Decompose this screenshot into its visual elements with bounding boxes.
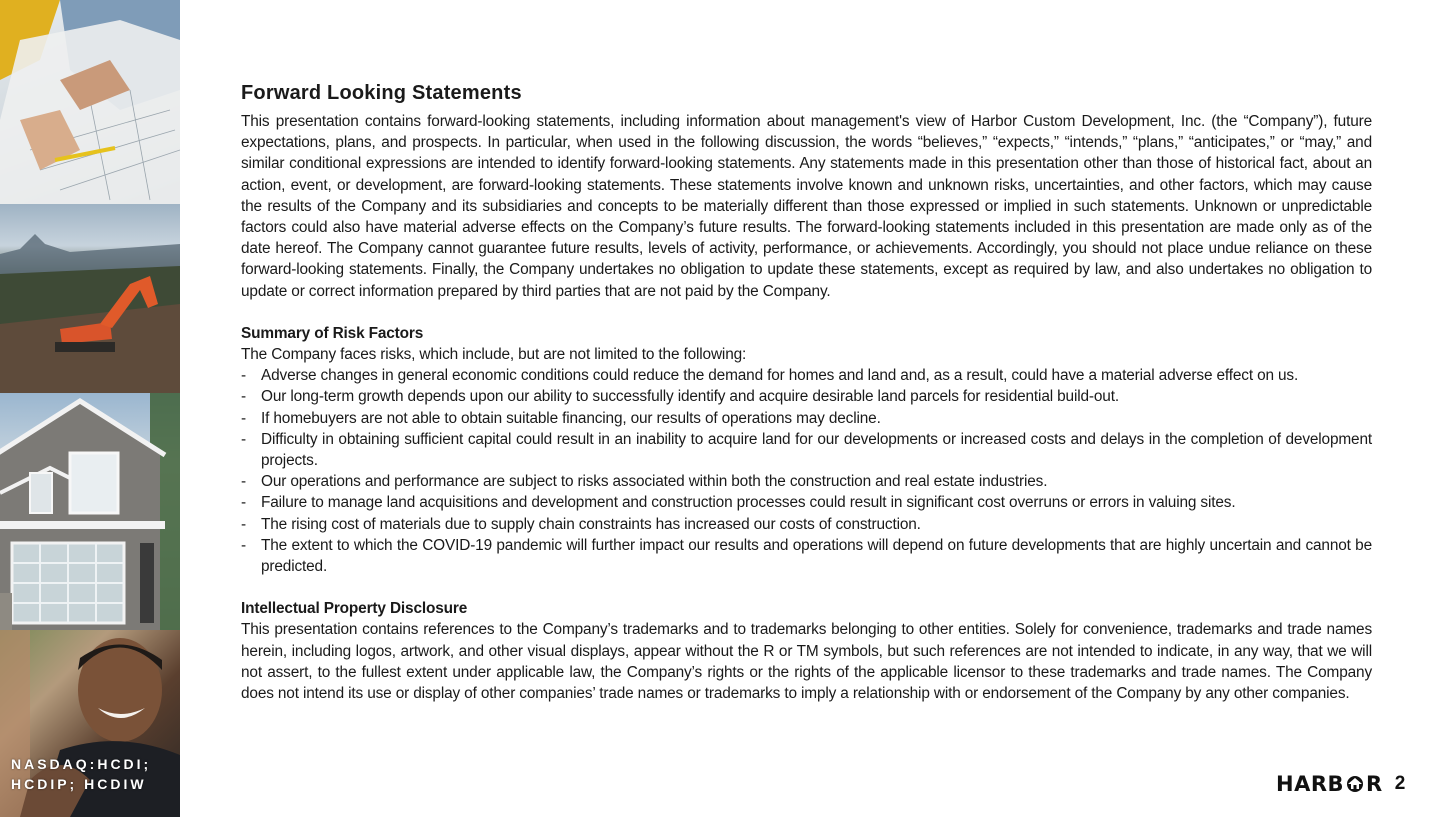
risk-factors-title: Summary of Risk Factors	[241, 324, 424, 342]
excavator-illustration	[0, 204, 180, 393]
logo-text-left: HARB	[1276, 772, 1345, 796]
ticker-line-2: HCDIP; HCDIW	[11, 776, 147, 792]
house-photo	[0, 393, 180, 630]
blueprint-photo	[0, 0, 180, 204]
logo-o-icon	[1345, 775, 1365, 793]
risk-factors-list	[241, 365, 1372, 577]
risk-item: - The rising cost of materials due to supply chain constraints has increased our costs of construction.	[241, 514, 1372, 535]
ip-disclosure-body: This presentation contains references to the Company’s trademarks and to trademarks belonging to other entities. Solely for convenience, trademarks and trade names herein, including logos, artwork, and other visual displays, appear without the R or TM symbols, but such references are not intended to indicate, in any way, that we will not assert, to the fullest extent under applicable law, the Company’s rights or the rights of the applicable licensor to these trademarks and trade names. The Company does not intend its use or display of other companies’ trade names or trademarks to imply a relationship with or endorsement of the Company by any other companies.	[241, 621, 1372, 703]
ticker-symbols	[11, 754, 176, 794]
ip-disclosure-title: Intellectual Property Disclosure	[241, 600, 468, 618]
forward-looking-title: Forward Looking Statements	[241, 82, 522, 104]
blueprint-illustration	[0, 0, 180, 204]
footer-brand	[1276, 770, 1405, 798]
risk-item: - Failure to manage land acquisitions and development and construction processes could result in significant cost overruns or errors in valuing sites.	[241, 492, 1372, 513]
risk-factors-intro: The Company faces risks, which include, but are not limited to the following:	[241, 346, 747, 364]
logo-text-right: R	[1366, 772, 1383, 796]
harbor-logo	[1276, 772, 1383, 796]
forward-looking-body: This presentation contains forward-looking statements, including information about management's view of Harbor Custom Development, Inc. (the “Company”), future expectations, plans, and prospects. In particular, when used in the following discussion, the words “believes,” “expects,” “intends,” “plans,” “anticipates,” or “may,” and similar conditional expressions are intended to identify forward-looking statements. Any statements made in this presentation other than those of historical fact, about an action, event, or development, are forward-looking statements. These statements involve known and unknown risks, uncertainties, and other factors, which may cause the results of the Company and its subsidiaries and concepts to be materially different than those expressed or implied in such statements. Unknown or unpredictable factors could also have material adverse effects on the Company’s future results. The forward-looking statements included in this presentation are made only as of the date hereof. The Company cannot guarantee future results, levels of activity, performance, or achievements. Accordingly, you should not place undue reliance on these forward-looking statements. Finally, the Company undertakes no obligation to update these statements, except as required by law, and also undertakes no obligation to update or correct information prepared by third parties that are not paid by the Company.	[241, 113, 1372, 300]
risk-item: - Our long-term growth depends upon our ability to successfully identify and acquire desirable land parcels for residential build-out.	[241, 386, 1372, 407]
risk-item: - If homebuyers are not able to obtain suitable financing, our results of operations may decline.	[241, 408, 1372, 429]
risk-item: - Difficulty in obtaining sufficient capital could result in an inability to acquire land for our developments or increased costs and delays in the completion of development projects.	[241, 429, 1372, 471]
document-content	[241, 82, 1372, 704]
risk-item: - The extent to which the COVID-19 pandemic will further impact our results and operations will depend on future developments that are highly uncertain and cannot be predicted.	[241, 535, 1372, 577]
photo-sidebar	[0, 0, 180, 817]
house-illustration	[0, 393, 180, 630]
risk-item: - Adverse changes in general economic conditions could reduce the demand for homes and land and, as a result, could have a material adverse effect on us.	[241, 365, 1372, 386]
risk-item: - Our operations and performance are subject to risks associated within both the construction and real estate industries.	[241, 471, 1372, 492]
ticker-line-1: NASDAQ:HCDI;	[11, 756, 152, 772]
page-number: 2	[1394, 773, 1406, 794]
excavator-photo	[0, 204, 180, 393]
